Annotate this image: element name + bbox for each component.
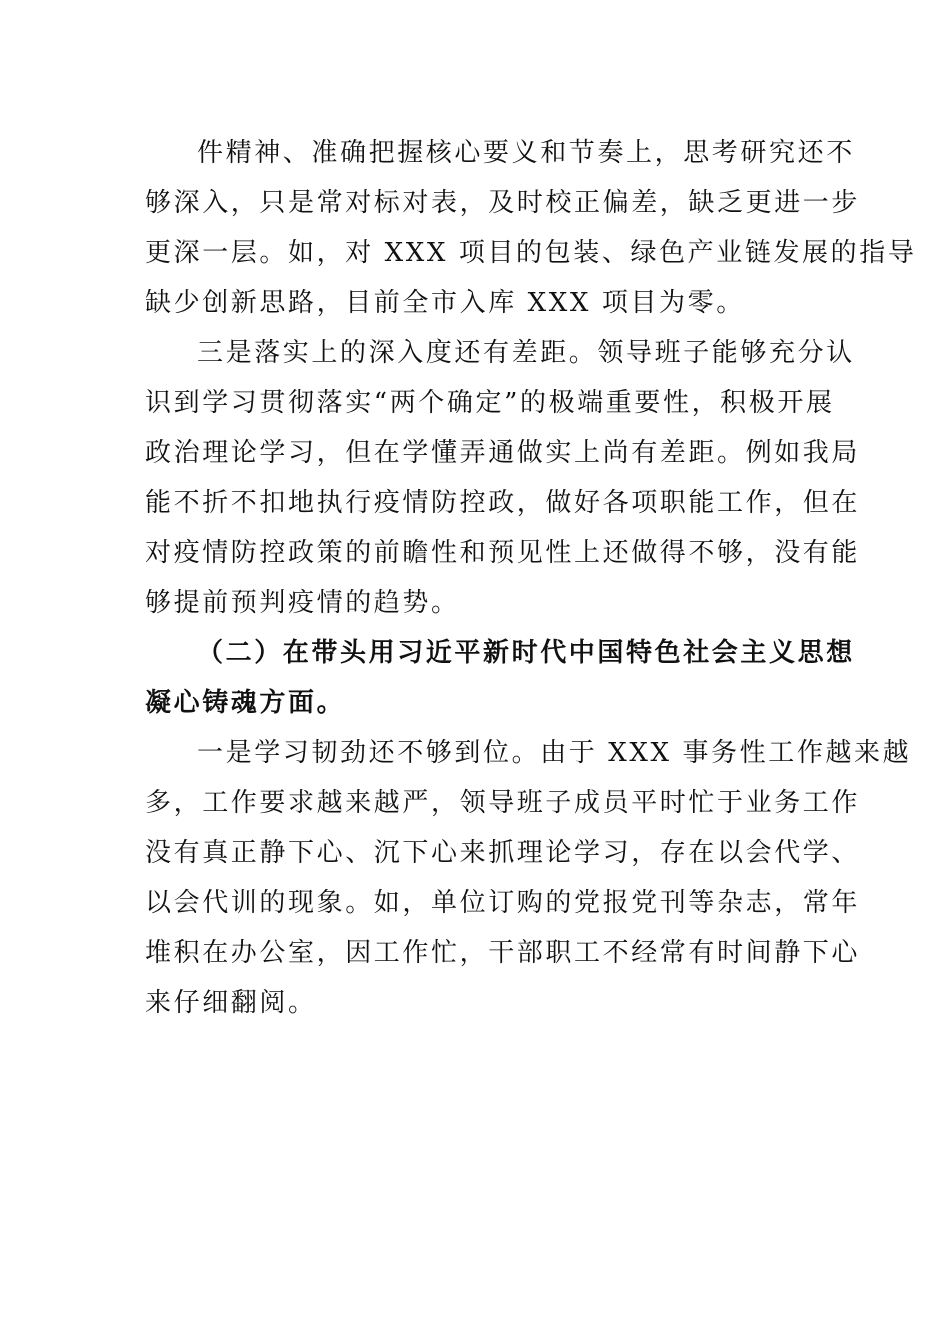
text-line: 政治理论学习，但在学懂弄通做实上尚有差距。例如我局: [145, 438, 861, 468]
text-line: 没有真正静下心、沉下心来抓理论学习，存在以会代学、: [145, 838, 861, 868]
text-line: 三是落实上的深入度还有差距。领导班子能够充分认: [197, 338, 855, 368]
paragraph-implementation-gap: [145, 328, 861, 628]
paragraph-study-persistence: [145, 728, 912, 1028]
text-line: 识到学习贯彻落实“两个确定”的极端重要性，积极开展: [145, 388, 835, 418]
text-line: 多，工作要求越来越严，领导班子成员平时忙于业务工作: [145, 788, 861, 818]
document-body: [145, 128, 917, 1028]
text-line: 来仔细翻阅。: [145, 988, 317, 1018]
text-line: 堆积在办公室，因工作忙，干部职工不经常有时间静下心: [145, 938, 861, 968]
text-line: 更深一层。如，对 XXX 项目的包装、绿色产业链发展的指导: [145, 238, 917, 268]
text-line: 对疫情防控政策的前瞻性和预见性上还做得不够，没有能: [145, 538, 861, 568]
heading-line: （二）在带头用习近平新时代中国特色社会主义思想: [197, 638, 855, 668]
text-line: 一是学习韧劲还不够到位。由于 XXX 事务性工作越来越: [197, 738, 912, 768]
text-line: 件精神、准确把握核心要义和节奏上，思考研究还不: [197, 138, 855, 168]
paragraph-continuation: [145, 128, 917, 328]
heading-line: 凝心铸魂方面。: [145, 688, 346, 718]
section-heading: [145, 628, 855, 728]
text-line: 以会代训的现象。如，单位订购的党报党刊等杂志，常年: [145, 888, 861, 918]
text-line: 够深入，只是常对标对表，及时校正偏差，缺乏更进一步: [145, 188, 861, 218]
text-line: 能不折不扣地执行疫情防控政，做好各项职能工作，但在: [145, 488, 861, 518]
text-line: 缺少创新思路，目前全市入库 XXX 项目为零。: [145, 288, 745, 318]
text-line: 够提前预判疫情的趋势。: [145, 588, 460, 618]
